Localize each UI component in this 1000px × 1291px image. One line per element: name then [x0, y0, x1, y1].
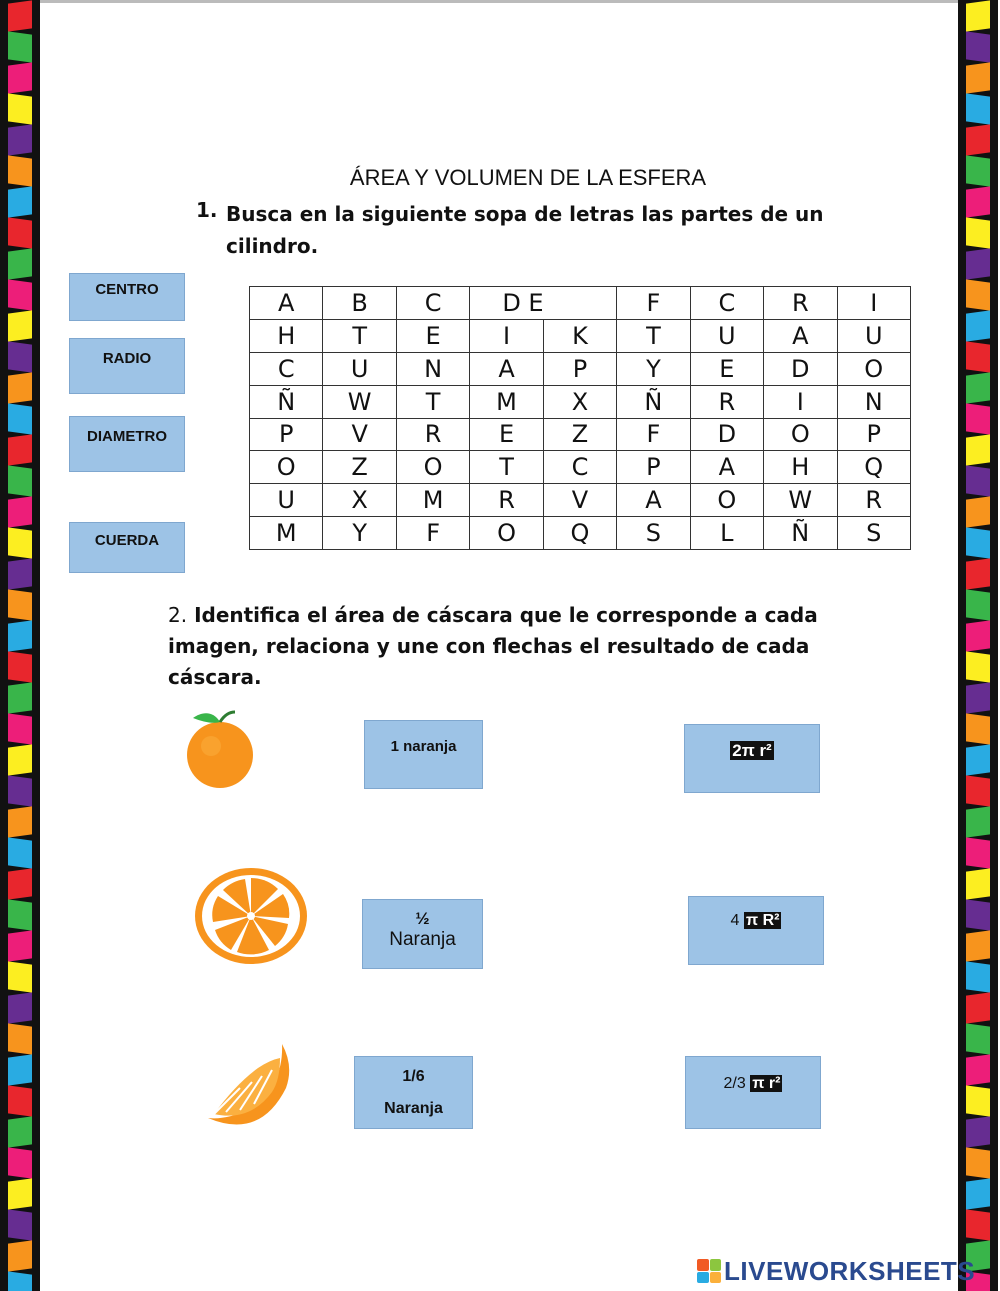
grid-cell[interactable]: A	[250, 287, 323, 320]
grid-cell[interactable]: R	[690, 385, 763, 418]
grid-cell[interactable]: R	[396, 418, 469, 451]
border-tile	[8, 1023, 32, 1054]
grid-row	[250, 484, 911, 517]
grid-cell[interactable]: C	[690, 287, 763, 320]
border-tile	[8, 713, 32, 744]
border-tile	[966, 1178, 990, 1209]
grid-cell[interactable]: C	[396, 287, 469, 320]
border-tile	[8, 775, 32, 806]
border-tile	[966, 1023, 990, 1054]
grid-cell[interactable]: O	[690, 484, 763, 517]
grid-cell[interactable]: X	[543, 385, 616, 418]
border-tile	[8, 1240, 32, 1271]
grid-cell[interactable]: W	[323, 385, 396, 418]
grid-row	[250, 418, 911, 451]
border-tile	[966, 868, 990, 899]
grid-cell[interactable]: Y	[323, 517, 396, 550]
border-tile	[966, 682, 990, 713]
border-tile	[8, 434, 32, 465]
border-tile	[8, 1178, 32, 1209]
grid-cell[interactable]: V	[543, 484, 616, 517]
border-tile	[966, 837, 990, 868]
word-radio: RADIO	[69, 338, 185, 394]
grid-cell[interactable]: O	[764, 418, 837, 451]
word-diametro: DIAMETRO	[69, 416, 185, 472]
border-tile	[966, 713, 990, 744]
grid-cell[interactable]: K	[543, 319, 616, 352]
border-tile	[966, 620, 990, 651]
border-tile	[966, 186, 990, 217]
grid-cell[interactable]: V	[323, 418, 396, 451]
grid-cell[interactable]: Q	[543, 517, 616, 550]
question-2-text	[168, 600, 868, 693]
grid-cell[interactable]: E	[690, 352, 763, 385]
border-tile	[966, 930, 990, 961]
grid-cell[interactable]: U	[250, 484, 323, 517]
border-tile	[966, 1209, 990, 1240]
border-tile	[966, 403, 990, 434]
border-tile	[8, 930, 32, 961]
border-tile	[8, 341, 32, 372]
grid-cell[interactable]: Z	[543, 418, 616, 451]
grid-cell[interactable]: P	[837, 418, 911, 451]
grid-row	[250, 385, 911, 418]
border-tile	[966, 1116, 990, 1147]
liveworksheets-brand	[697, 1254, 975, 1288]
fraction-box-2-label: ½	[415, 909, 430, 928]
grid-cell[interactable]: A	[690, 451, 763, 484]
border-tile	[8, 465, 32, 496]
border-tile	[8, 372, 32, 403]
grid-cell[interactable]: S	[837, 517, 911, 550]
grid-cell[interactable]: F	[396, 517, 469, 550]
grid-cell[interactable]: U	[690, 319, 763, 352]
grid-cell[interactable]: T	[617, 319, 690, 352]
border-tile	[966, 310, 990, 341]
border-tile	[8, 310, 32, 341]
formula-box-2[interactable]	[688, 896, 824, 965]
grid-cell[interactable]: Ñ	[764, 517, 837, 550]
formula-box-3-prefix: 2/3	[723, 1075, 746, 1092]
border-tile	[966, 527, 990, 558]
border-tile	[966, 806, 990, 837]
border-tile	[966, 124, 990, 155]
grid-cell[interactable]: D	[690, 418, 763, 451]
border-tile	[966, 899, 990, 930]
grid-cell[interactable]: E	[470, 418, 543, 451]
border-tile	[966, 1085, 990, 1116]
border-tile	[8, 589, 32, 620]
grid-cell[interactable]: M	[396, 484, 469, 517]
fraction-box-2[interactable]	[362, 899, 483, 969]
border-tile	[8, 1054, 32, 1085]
border-tile	[966, 341, 990, 372]
border-tile	[966, 62, 990, 93]
border-tile	[8, 744, 32, 775]
grid-cell[interactable]: R	[764, 287, 837, 320]
grid-cell[interactable]: C	[250, 352, 323, 385]
border-tile	[966, 434, 990, 465]
grid-cell[interactable]: M	[250, 517, 323, 550]
border-tile	[8, 496, 32, 527]
border-tile	[966, 279, 990, 310]
border-tile	[8, 0, 32, 31]
grid-row	[250, 287, 911, 320]
grid-cell[interactable]: A	[764, 319, 837, 352]
grid-cell[interactable]: A	[470, 352, 543, 385]
grid-cell[interactable]: P	[543, 352, 616, 385]
grid-cell[interactable]: F	[617, 287, 690, 320]
grid-cell[interactable]: W	[764, 484, 837, 517]
grid-cell[interactable]: T	[396, 385, 469, 418]
border-tile	[966, 465, 990, 496]
border-tile	[8, 558, 32, 589]
grid-row	[250, 451, 911, 484]
border-tile	[966, 1147, 990, 1178]
question-2-body: Identifica el área de cáscara que le corresponde a cada imagen, relaciona y une con flechas el resultado de cada cáscara.	[168, 603, 818, 689]
border-tile	[8, 62, 32, 93]
grid-cell[interactable]: D	[764, 352, 837, 385]
border-tile	[8, 403, 32, 434]
grid-cell[interactable]: O	[470, 517, 543, 550]
grid-cell[interactable]: Ñ	[250, 385, 323, 418]
formula-box-1[interactable]	[684, 724, 820, 793]
border-tile	[8, 279, 32, 310]
formula-box-2-prefix: 4	[730, 912, 740, 929]
border-tile	[8, 992, 32, 1023]
fraction-box-3[interactable]	[354, 1056, 473, 1129]
grid-cell[interactable]: L	[690, 517, 763, 550]
border-tile	[8, 93, 32, 124]
border-tile	[966, 93, 990, 124]
grid-cell[interactable]: D E	[470, 287, 617, 320]
grid-cell[interactable]: A	[617, 484, 690, 517]
border-tile	[966, 217, 990, 248]
grid-cell[interactable]: T	[470, 451, 543, 484]
grid-cell[interactable]: O	[250, 451, 323, 484]
grid-cell[interactable]: B	[323, 287, 396, 320]
border-tile	[8, 1209, 32, 1240]
grid-cell[interactable]: I	[764, 385, 837, 418]
page-top-line	[40, 0, 958, 3]
grid-cell[interactable]: Y	[617, 352, 690, 385]
grid-cell[interactable]: Q	[837, 451, 911, 484]
left-decorative-border	[0, 0, 40, 1291]
border-tile	[966, 31, 990, 62]
border-tile	[8, 1271, 32, 1291]
border-tile	[8, 31, 32, 62]
word-cuerda: CUERDA	[69, 522, 185, 573]
grid-cell[interactable]: O	[837, 352, 911, 385]
grid-cell[interactable]: C	[543, 451, 616, 484]
whole-orange-icon	[183, 706, 259, 790]
page-title: ÁREA Y VOLUMEN DE LA ESFERA	[349, 165, 707, 190]
border-tile	[8, 124, 32, 155]
border-tile	[8, 1085, 32, 1116]
border-tile	[8, 806, 32, 837]
fraction-box-1[interactable]	[364, 720, 483, 789]
border-tile	[966, 496, 990, 527]
grid-cell[interactable]: N	[396, 352, 469, 385]
question-2-number: 2.	[168, 603, 188, 627]
grid-cell[interactable]: Z	[323, 451, 396, 484]
grid-cell[interactable]: U	[323, 352, 396, 385]
formula-box-3[interactable]	[685, 1056, 821, 1129]
grid-row	[250, 319, 911, 352]
question-1-number: 1.	[196, 198, 218, 222]
border-tile	[8, 682, 32, 713]
question-1-text: Busca en la siguiente sopa de letras las partes de un cilindro.	[226, 202, 824, 258]
grid-cell[interactable]: H	[764, 451, 837, 484]
grid-cell[interactable]: Ñ	[617, 385, 690, 418]
grid-cell[interactable]: S	[617, 517, 690, 550]
grid-cell[interactable]: X	[323, 484, 396, 517]
border-tile	[966, 961, 990, 992]
border-tile	[8, 837, 32, 868]
border-tile	[966, 248, 990, 279]
liveworksheets-logo-icon	[697, 1259, 721, 1283]
border-tile	[966, 589, 990, 620]
grid-cell[interactable]: H	[250, 319, 323, 352]
border-tile	[966, 775, 990, 806]
brand-text: LIVEWORKSHEETS	[724, 1255, 976, 1286]
grid-cell[interactable]: T	[323, 319, 396, 352]
grid-cell[interactable]: U	[837, 319, 911, 352]
grid-cell[interactable]: N	[837, 385, 911, 418]
grid-row	[250, 517, 911, 550]
grid-cell[interactable]: O	[396, 451, 469, 484]
border-tile	[8, 1147, 32, 1178]
grid-row	[250, 352, 911, 385]
word-centro: CENTRO	[69, 273, 185, 321]
grid-cell[interactable]: I	[837, 287, 911, 320]
formula-box-3-label: π r²	[752, 1075, 781, 1092]
border-tile	[8, 651, 32, 682]
border-tile	[966, 744, 990, 775]
border-tile	[8, 620, 32, 651]
fraction-box-3-sublabel: Naranja	[384, 1100, 443, 1117]
word-search-grid	[249, 286, 911, 550]
grid-cell[interactable]: F	[617, 418, 690, 451]
formula-box-1-label: 2π r²	[732, 741, 772, 760]
border-tile	[966, 992, 990, 1023]
border-tile	[8, 961, 32, 992]
border-tile	[966, 651, 990, 682]
border-tile	[966, 1054, 990, 1085]
grid-cell[interactable]: R	[470, 484, 543, 517]
border-tile	[8, 899, 32, 930]
border-tile	[966, 372, 990, 403]
border-tile	[8, 186, 32, 217]
border-tile	[966, 0, 990, 31]
grid-cell[interactable]: P	[617, 451, 690, 484]
fraction-box-2-sublabel: Naranja	[389, 929, 456, 950]
border-tile	[8, 248, 32, 279]
border-tile	[8, 527, 32, 558]
orange-half-slice-icon	[193, 866, 309, 966]
grid-cell[interactable]: P	[250, 418, 323, 451]
fraction-box-1-label: 1 naranja	[390, 738, 457, 755]
border-tile	[8, 1116, 32, 1147]
grid-cell[interactable]: I	[470, 319, 543, 352]
border-tile	[8, 868, 32, 899]
right-decorative-border	[958, 0, 998, 1291]
grid-cell[interactable]: E	[396, 319, 469, 352]
border-tile	[966, 558, 990, 589]
orange-wedge-icon	[200, 1040, 296, 1130]
fraction-box-3-label: 1/6	[402, 1068, 425, 1085]
border-tile	[8, 217, 32, 248]
formula-box-2-label: π R²	[745, 912, 780, 929]
grid-cell[interactable]: M	[470, 385, 543, 418]
grid-cell[interactable]: R	[837, 484, 911, 517]
